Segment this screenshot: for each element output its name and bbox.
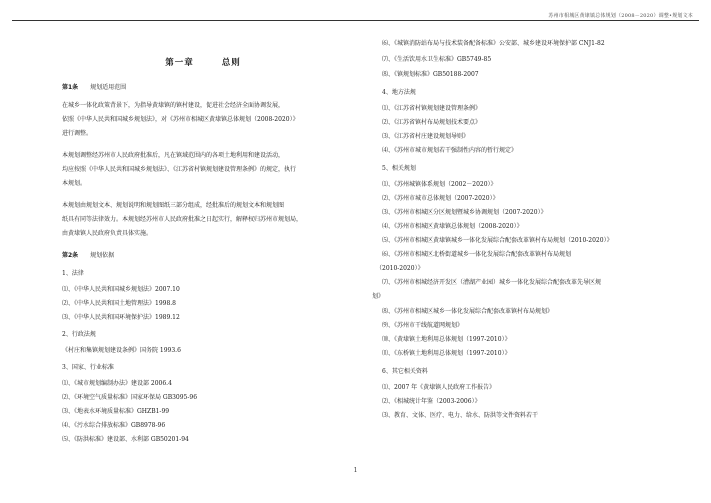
list-item: ⑴、《江苏省村镇规划建设管理条例》 [382, 105, 482, 112]
section-heading: 3、国家、行业标准 [62, 364, 114, 371]
list-item: ⑽、《黄埭镇土地利用总体规划（1997-2010）》 [382, 336, 511, 343]
list-item-continuation: 划》 [372, 293, 385, 300]
list-item: ⑶、教育、文体、医疗、电力、给水、防洪等文件资料若干 [382, 412, 539, 419]
list-item: ⑵、《环境空气质量标准》国家环保局 GB3095-96 [62, 394, 198, 401]
article-1-title: 规划适用范围 [90, 84, 127, 91]
paragraph-line: 本规划调整经苏州市人民政府批准后，凡在镇域范围内的各项土地利用和建设活动， [62, 152, 285, 159]
article-2-title: 规划依据 [90, 252, 115, 259]
list-item: ⑹、《城镇消防站布局与技术装备配备标准》公安部、城乡建设环境保护部 CNJ1-82 [382, 40, 605, 47]
list-item: ⑻、《苏州市相城区城乡一体化发展综合配套改革镇村布局规划》 [382, 308, 554, 315]
list-item: ⑶、《江苏省村庄建设规划导则》 [382, 133, 470, 140]
list-item: ⑷、《苏州市城市规划若干强制性内容的暂行规定》 [382, 147, 518, 154]
list-item-continuation: （2010-2020）》 [376, 265, 424, 272]
paragraph-line: 纸具有同等法律效力。本规划经苏州市人民政府批准之日起实行，解释权归苏州市规划局， [62, 216, 303, 223]
list-item: ⑵、《苏州市城市总体规划（2007-2020）》 [382, 195, 499, 202]
chapter-number: 第一章 [165, 58, 194, 68]
paragraph-line: 进行调整。 [62, 130, 93, 137]
running-header: 苏州市相城区黄埭镇总体规划（2008－2020）调整•规划文本 [548, 13, 693, 19]
list-item: ⑻、《镇规划标准》GB50188-2007 [382, 71, 479, 78]
list-item: ⑴、2007 年《黄埭镇人民政府工作报告》 [382, 384, 496, 391]
section-heading: 5、相关规划 [382, 165, 416, 172]
article-2-number: 第2条 [62, 252, 79, 259]
list-item: ⑶、《中华人民共和国环境保护法》1989.12 [62, 314, 180, 321]
paragraph-line: 在城乡一体化政策背景下，为指导黄埭镇的镇村建设，促进社会经济全面协调发展， [62, 102, 285, 109]
section-heading: 2、行政法规 [62, 331, 96, 338]
list-item: ⑶、《苏州市相城区分区规划暨城乡协调规划（2007-2020）》 [382, 209, 547, 216]
list-item: ⑷、《污水综合排放标准》GB8978-96 [62, 422, 166, 429]
paragraph-line: 由黄埭镇人民政府负责具体实施。 [62, 230, 153, 237]
list-item: ⑸、《苏州市相城区黄埭镇城乡一体化发展综合配套改革镇村布局规划（2010-2020）》 [382, 237, 613, 244]
paragraph-line: 依照《中华人民共和国城乡规划法》，对《苏州市相城区黄埭镇总体规划（2008-2020）》 [62, 116, 299, 123]
list-item: ⑶、《地表水环境质量标准》GHZB1-99 [62, 408, 170, 415]
article-2-heading [62, 252, 114, 259]
section-heading: 6、其它相关资料 [382, 368, 428, 375]
list-item: ⑸、《防洪标准》建设部、水利部 GB50201-94 [62, 436, 189, 443]
list-item: ⑺、《苏州市相城经济开发区（漕湖产业园）城乡一体化发展综合配套改革先导区规 [382, 279, 602, 286]
chapter-title [62, 56, 344, 68]
list-item: ⑺、《生活饮用水卫生标准》GB5749-85 [382, 56, 492, 63]
article-1-number: 第1条 [62, 84, 79, 91]
list-item: ⑷、《苏州市相城区黄埭镇总体规划（2008-2020）》 [382, 223, 523, 230]
chapter-name: 总则 [221, 58, 241, 68]
list-item: ⑴、《城市规划编制办法》建设部 2006.4 [62, 380, 172, 387]
list-item: ⑾、《东桥镇土地利用总体规划（1997-2010）》 [382, 350, 511, 357]
paragraph-line: 均应按照《中华人民共和国城乡规划法》、《江苏省村镇规划建设管理条例》的规定，执行 [62, 166, 297, 173]
list-item: ⑴、《中华人民共和国城乡规划法》2007.10 [62, 286, 180, 293]
list-item: 《村庄和集镇规划建设条例》国务院 1993.6 [62, 347, 181, 354]
list-item: ⑵、《中华人民共和国土地管理法》1998.8 [62, 300, 176, 307]
paragraph-line: 本规划由规划文本、规划说明和规划图纸三部分组成，经批准后的规划文本和规划图 [62, 202, 285, 209]
list-item: ⑹、《苏州市相城区北桥街道城乡一体化发展综合配套改革镇村布局规划 [382, 251, 572, 258]
article-1-heading [62, 84, 126, 91]
paragraph-line: 本规划。 [62, 180, 87, 187]
page-number: 1 [353, 467, 358, 474]
list-item: ⑵、《江苏省镇村布局规划技术要点》 [382, 119, 482, 126]
section-heading: 4、地方法规 [382, 89, 416, 96]
list-item: ⑵、《相城统计年鉴（2003-2006）》 [382, 398, 481, 405]
list-item: ⑼、《苏州市干线航道网规划》 [382, 322, 464, 329]
header-rule [12, 20, 699, 21]
section-heading: 1、法律 [62, 270, 84, 277]
list-item: ⑴、《苏州城镇体系规划（2002－2020）》 [382, 181, 497, 188]
